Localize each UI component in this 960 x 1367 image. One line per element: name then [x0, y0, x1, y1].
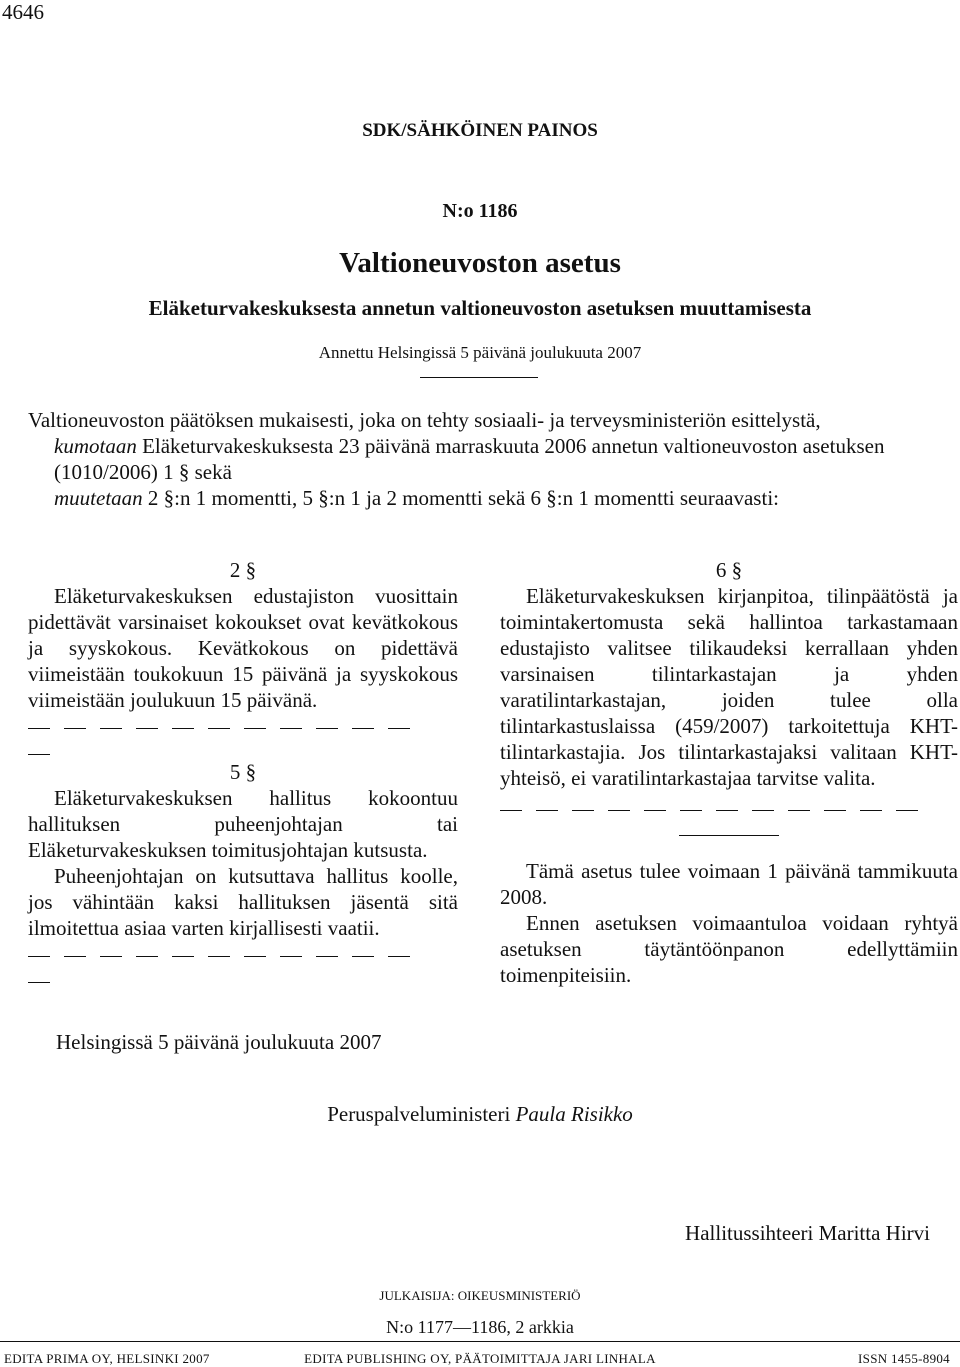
issn-line: ISSN 1455-8904	[858, 1351, 950, 1366]
series-heading: SDK/SÄHKÖINEN PAINOS	[362, 120, 598, 141]
minister-signature	[0, 1102, 960, 1127]
left-column	[28, 557, 458, 967]
preamble-line-2	[28, 433, 958, 485]
section-2-text: Eläketurvakeskuksen edustajiston vuosittain pidettävät varsinaiset kokoukset ovat kevätkokous ja syyskokous. Kevätkokous on pidettävä viimeistään toukokuun 15 päivänä ja syyskokous viimeistään joulukuun 15 päivänä.	[28, 584, 458, 712]
preamble-line-3	[28, 485, 958, 511]
omission-dashes	[500, 795, 958, 821]
publisher-line: JULKAISIJA: OIKEUSMINISTERIÖ	[379, 1288, 581, 1303]
secretary-signature: Hallitussihteeri Maritta Hirvi	[685, 1221, 930, 1245]
implementation-measures-text: Ennen asetuksen voimaantuloa voidaan ryhtyä asetuksen täytäntöönpanon edellyttämiin toimenpiteisiin.	[500, 911, 958, 987]
section-5-text-1: Eläketurvakeskuksen hallitus kokoontuu hallituksen puheenjohtajan tai Eläketurvakeskuksen toimitusjohtajan kutsusta.	[28, 786, 458, 862]
footer-divider	[0, 1341, 960, 1342]
page-title: Valtioneuvoston asetus	[339, 247, 621, 279]
minister-name: Paula Risikko	[515, 1102, 633, 1126]
entry-into-force-text: Tämä asetus tulee voimaan 1 päivänä tammikuuta 2008.	[500, 859, 958, 909]
preamble-text-3: 2 §:n 1 momentti, 5 §:n 1 ja 2 momentti sekä 6 §:n 1 momentti seuraavasti:	[142, 486, 779, 510]
issue-line: N:o 1177—1186, 2 arkkia	[386, 1317, 574, 1337]
preamble-line-1	[28, 407, 958, 433]
section-6-text: Eläketurvakeskuksen kirjanpitoa, tilinpäätöstä ja toimintakertomusta sekä hallintoa tarkastamaan edustajisto valitsee tilikaudeksi kerrallaan yhden varsinaisen tilintarkastajan ja yhden varatilintarkastajan, joiden tulee olla tilintarkastuslaissa (459/2007) tarkoitettuja KHT-tilintarkastajia. Jos tilintarkastajaksi valitaan KHT-yhteisö, ei varatilintarkastajaa tarvitse valita.	[500, 584, 958, 790]
divider	[420, 377, 538, 378]
section-2-heading: 2 §	[229, 558, 257, 582]
right-column	[500, 557, 958, 988]
section-5-text-2: Puheenjohtajan on kutsuttava hallitus koolle, jos vähintään kaksi hallituksen jäsentä sitä ilmoitettua asiaa varten kirjallisesti vaatii.	[28, 864, 458, 940]
given-date: Annettu Helsingissä 5 päivänä joulukuuta 2007	[318, 343, 642, 362]
minister-title: Peruspalveluministeri	[327, 1102, 516, 1126]
preamble-text-1: Valtioneuvoston päätöksen mukaisesti, joka on tehty sosiaali- ja terveysministeriön esittelystä,	[28, 408, 821, 432]
printer-line: EDITA PRIMA OY, HELSINKI 2007	[4, 1351, 210, 1366]
preamble-text-2: Eläketurvakeskuksesta 23 päivänä marraskuuta 2006 annetun valtioneuvoston asetuksen (1010/2006) 1 § sekä	[54, 434, 885, 484]
preamble	[28, 407, 958, 511]
preamble-verb-repeal: kumotaan	[54, 434, 137, 458]
preamble-verb-amend: muutetaan	[54, 486, 143, 510]
statute-number: N:o 1186	[442, 200, 518, 222]
section-5-heading: 5 §	[229, 760, 257, 784]
omission-dashes	[28, 941, 458, 967]
page-number: 4646	[2, 0, 44, 24]
publishing-line: EDITA PUBLISHING OY, PÄÄTOIMITTAJA JARI LINHALA	[304, 1351, 656, 1366]
signing-place-date: Helsingissä 5 päivänä joulukuuta 2007	[56, 1030, 382, 1054]
omission-dashes	[28, 713, 458, 739]
divider	[679, 835, 779, 836]
page-subtitle: Eläketurvakeskuksesta annetun valtioneuvoston asetuksen muuttamisesta	[148, 296, 812, 320]
section-6-heading: 6 §	[715, 558, 743, 582]
